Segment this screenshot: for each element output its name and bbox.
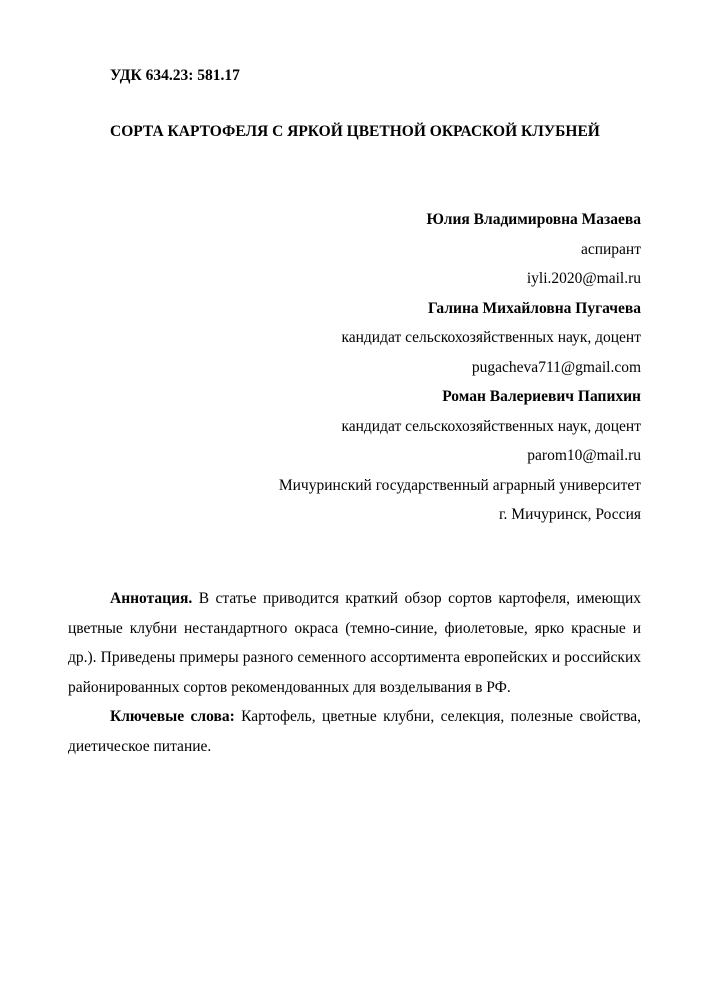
abstract-label: Аннотация. (110, 590, 193, 607)
abstract-text: В статье приводится краткий обзор сортов картофеля, имеющих цветные клубни нестандартного окраса (темно-синие, фиолетовые, ярко красные и др.). Приведены примеры разного семенного ассортимента европейских и российских районированных сортов рекомендованных для возделывания в РФ. (68, 590, 641, 696)
abstract-section (68, 584, 641, 762)
author-email: pugacheva711@gmail.com (471, 358, 641, 376)
keywords-text: Картофель, цветные клубни, селекция, полезные свойства, диетическое питание. (68, 708, 641, 755)
authors-block (279, 210, 641, 535)
abstract-paragraph (68, 584, 641, 702)
affiliation-organization: Мичуринский государственный аграрный университет (278, 476, 641, 494)
udc-code: УДК 634.23: 581.17 (110, 67, 240, 84)
article-title: СОРТА КАРТОФЕЛЯ С ЯРКОЙ ЦВЕТНОЙ ОКРАСКОЙ КЛУБНЕЙ (110, 123, 600, 140)
author-name: Роман Валериевич Папихин (442, 388, 641, 405)
affiliation-city: г. Мичуринск, Россия (498, 506, 641, 523)
author-position: кандидат сельскохозяйственных наук, доцент (341, 329, 641, 346)
author-name: Юлия Владимировна Мазаева (426, 211, 641, 228)
author-position: кандидат сельскохозяйственных наук, доцент (341, 417, 641, 435)
author-email: parom10@mail.ru (527, 447, 641, 464)
author-position: аспирант (580, 240, 641, 258)
author-email: iyli.2020@mail.ru (526, 270, 641, 287)
keywords-paragraph (68, 702, 641, 761)
keywords-label: Ключевые слова: (110, 708, 235, 726)
author-name: Галина Михайловна Пугачева (427, 299, 641, 317)
